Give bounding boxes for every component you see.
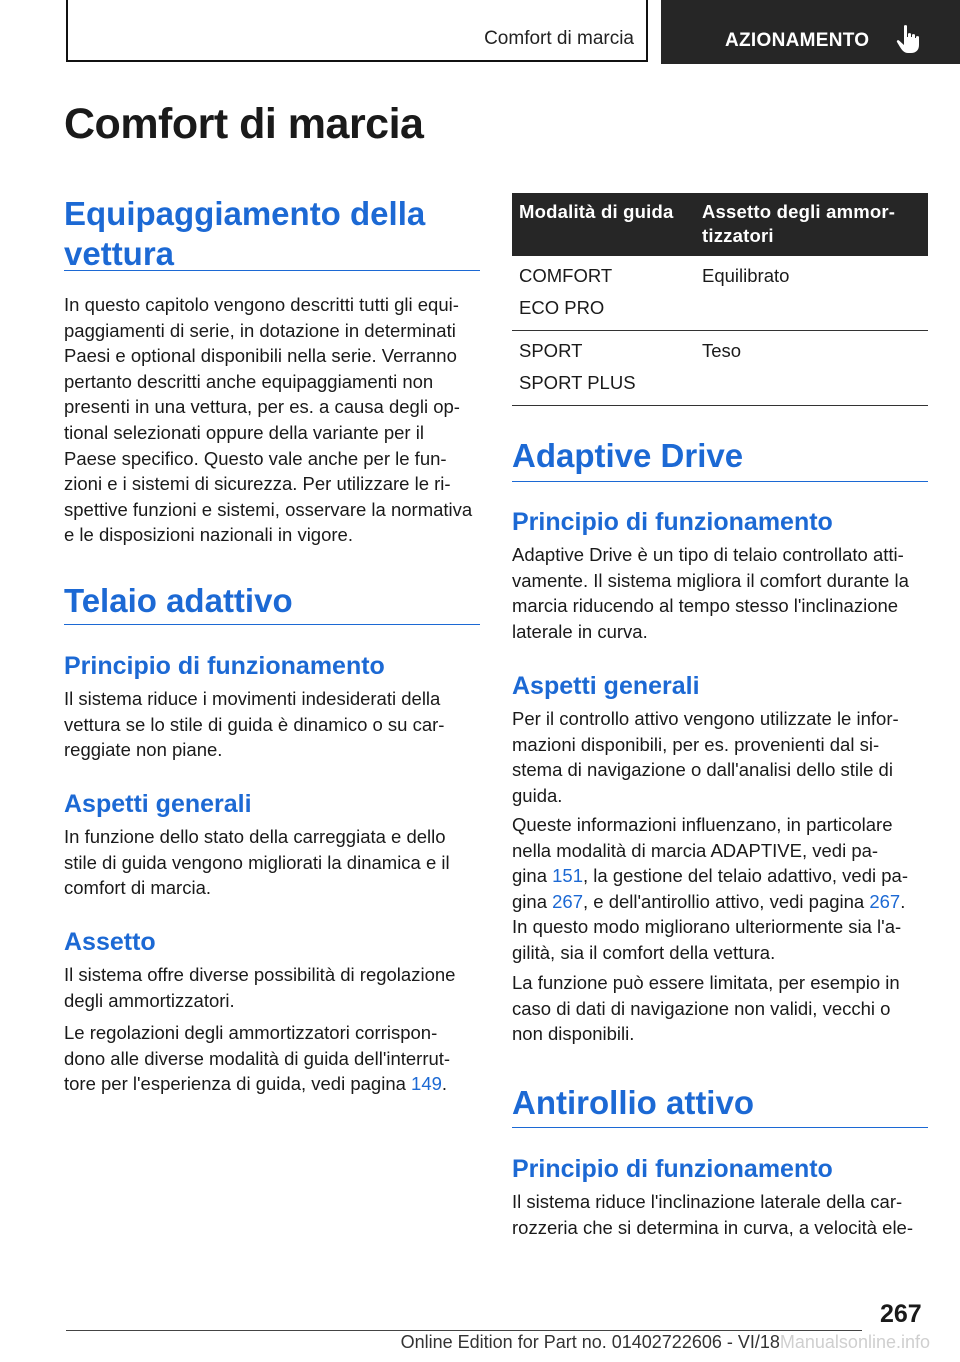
mode-value: SPORT PLUS <box>519 372 636 393</box>
text-line: degli ammortizzatori. <box>64 989 235 1011</box>
footer-rule <box>66 1330 862 1331</box>
text-line: In funzione dello stato della carreggiata e dello <box>64 826 446 847</box>
text-line: La funzione può essere limitata, per esempio in <box>512 972 900 993</box>
regolazioni-paragraph <box>64 1020 450 1097</box>
text-line: Queste informazioni influenzano, in particolare <box>512 814 893 835</box>
text-punct: . <box>900 890 906 912</box>
text-line: Paese specifico. Questo vale anche per le fun- <box>64 447 447 469</box>
equipaggiamento-heading-line1: Equipaggiamento della <box>64 195 426 232</box>
text-line: Per il controllo attivo vengono utilizzate le infor- <box>512 708 899 729</box>
text-line: presenti in una vettura, per es. a causa degli op- <box>64 396 460 418</box>
footer-edition <box>0 1332 930 1353</box>
assetto-paragraph <box>64 962 455 1013</box>
adaptive-principio-paragraph <box>512 542 909 644</box>
text-line: dono alle diverse modalità di guida dell'interrut- <box>64 1047 451 1069</box>
antirollio-heading: Antirollio attivo <box>512 1084 754 1121</box>
section-rule <box>64 624 480 625</box>
adaptive-drive-heading: Adaptive Drive <box>512 437 744 474</box>
text-line: reggiate non piane. <box>64 739 223 761</box>
text-punct: . <box>441 1073 448 1095</box>
adaptive-aspetti-heading: Aspetti generali <box>512 672 700 700</box>
text-line: marcia riducendo al tempo stesso l'inclinazione <box>512 595 899 617</box>
text-line: gilità, sia il comfort della vettura. <box>512 941 776 963</box>
setting-cell: Equilibrato <box>695 256 928 331</box>
equipaggiamento-paragraph <box>64 292 472 548</box>
antirollio-principio-heading: Principio di funzionamento <box>512 1155 833 1183</box>
telaio-adattivo-heading: Telaio adattivo <box>64 582 293 619</box>
antirollio-paragraph <box>512 1189 913 1240</box>
text-line: pertanto descritti anche equipaggiamenti non <box>64 370 434 392</box>
header-text: Assetto degli ammor- <box>702 201 896 222</box>
text-line: non disponibili. <box>512 1023 635 1045</box>
equipaggiamento-heading-line2: vettura <box>64 235 175 272</box>
edition-text: Online Edition for Part no. 01402722606 - VI/18 <box>400 1332 780 1352</box>
text-line: paggiamenti di serie, in dotazione in determinati <box>64 319 456 341</box>
page-link-149[interactable]: 149 <box>411 1073 442 1095</box>
mode-value: SPORT <box>519 340 583 361</box>
text-line: tional selezionati oppure della variante per il <box>64 421 424 443</box>
text-line: vamente. Il sistema migliora il comfort durante la <box>512 569 909 591</box>
page-number: 267 <box>880 1300 922 1328</box>
drive-mode-table <box>512 193 928 406</box>
watermark: Manualsonline.info <box>779 1332 930 1352</box>
text-line: tore per l'esperienza di guida, vedi pagina <box>64 1073 412 1095</box>
text-line: , la gestione del telaio adattivo, vedi pa- <box>583 865 908 887</box>
text-line: comfort di marcia. <box>64 877 212 899</box>
equipaggiamento-heading <box>64 194 425 274</box>
table-row <box>512 331 928 406</box>
text-line: In questo modo migliorano ulteriormente sia l'a- <box>512 916 902 938</box>
text-line: stile di guida vengono migliorati la dinamica e il <box>64 851 450 873</box>
page-link-267[interactable]: 267 <box>869 890 901 912</box>
table-row <box>512 256 928 331</box>
text-line: gina <box>512 890 553 912</box>
setting-cell: Teso <box>695 331 928 406</box>
section-rule <box>512 481 928 482</box>
column-header-mode: Modalità di guida <box>512 193 695 256</box>
text-line: , e dell'antirollio attivo, vedi pagina <box>583 890 870 912</box>
text-line: stema di navigazione o dall'analisi dello stile di <box>512 759 893 781</box>
text-line: e le disposizioni nazionali in vigore. <box>64 524 353 546</box>
text-line: spettive funzioni e sistemi, osservare la normativa <box>64 498 473 520</box>
page-link-151[interactable]: 151 <box>552 865 583 887</box>
queste-paragraph <box>512 812 908 966</box>
text-line: laterale in curva. <box>512 620 648 642</box>
text-line: guida. <box>512 784 563 806</box>
telaio-aspetti-paragraph <box>64 824 450 901</box>
page-title: Comfort di marcia <box>64 100 424 148</box>
text-line: nella modalità di marcia ADAPTIVE, vedi pa- <box>512 839 879 861</box>
table-header-row <box>512 193 928 256</box>
text-line: Paesi e optional disponibili nella serie. Verranno <box>64 345 457 367</box>
page-link-267[interactable]: 267 <box>552 890 583 912</box>
text-line: Il sistema riduce l'inclinazione laterale della car- <box>512 1191 903 1212</box>
section-rule <box>64 270 480 271</box>
pointing-hand-icon <box>895 24 923 54</box>
text-line: vettura se lo stile di guida è dinamico o su car- <box>64 713 445 735</box>
telaio-principio-heading: Principio di funzionamento <box>64 652 385 680</box>
mode-value: ECO PRO <box>519 297 605 318</box>
adaptive-principio-heading: Principio di funzionamento <box>512 508 833 536</box>
header-text: tizzatori <box>702 225 774 246</box>
text-line: Il sistema riduce i movimenti indesiderati della <box>64 688 441 709</box>
column-header-setting <box>695 193 928 256</box>
adaptive-aspetti-paragraph <box>512 706 899 808</box>
text-line: In questo capitolo vengono descritti tutti gli equi- <box>64 294 459 315</box>
text-line: zioni e i sistemi di sicurezza. Per utilizzare le ri- <box>64 473 451 495</box>
header-section-box <box>66 0 648 62</box>
text-line: Adaptive Drive è un tipo di telaio controllato atti- <box>512 544 904 565</box>
telaio-principio-paragraph <box>64 686 444 763</box>
funzione-paragraph <box>512 970 900 1047</box>
header-chapter-tab <box>661 0 960 64</box>
text-line: Le regolazioni degli ammortizzatori corrispon- <box>64 1022 438 1043</box>
text-line: rozzeria che si determina in curva, a velocità ele- <box>512 1216 914 1238</box>
assetto-heading: Assetto <box>64 928 156 956</box>
mode-cell <box>512 256 695 331</box>
telaio-aspetti-heading: Aspetti generali <box>64 790 252 818</box>
section-rule <box>512 1127 928 1128</box>
text-line: caso di dati di navigazione non validi, vecchi o <box>512 997 891 1019</box>
text-line: gina <box>512 865 553 887</box>
mode-value: COMFORT <box>519 265 613 286</box>
header-chapter-title: AZIONAMENTO <box>725 30 870 51</box>
text-line: Il sistema offre diverse possibilità di regolazione <box>64 964 456 985</box>
mode-cell <box>512 331 695 406</box>
text-line: mazioni disponibili, per es. provenienti dal si- <box>512 733 880 755</box>
header-section-title: Comfort di marcia <box>484 28 634 49</box>
